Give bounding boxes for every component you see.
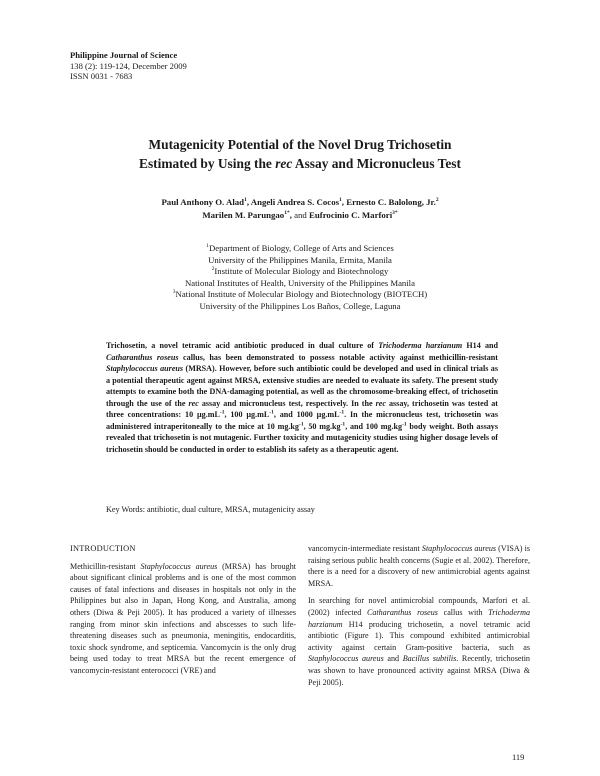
title-italic: rec: [275, 156, 293, 171]
abstract-sup: -1: [269, 409, 274, 416]
abstract-text: assay and micronucleus test, respectively. In the: [198, 398, 376, 408]
journal-header: [70, 50, 187, 82]
column-right: [308, 543, 530, 694]
title-text: Assay and Micronucleus Test: [292, 156, 461, 171]
abstract-text: H14 and: [462, 341, 499, 350]
abstract-italic: rec: [188, 398, 199, 408]
abstract-sup: -1: [402, 420, 407, 427]
affiliation-3-line-1: [120, 289, 480, 301]
body-text: Methicillin-resistant: [70, 561, 141, 571]
intro-paragraph-2: [308, 595, 530, 688]
title-text: Estimated by Using the: [139, 156, 276, 171]
abstract-italic: rec: [375, 398, 386, 408]
abstract-italic: Trichoderma harzianum: [378, 341, 463, 350]
abstract-text: . In the micronucleus test, trichosetin was administered intraperitoneally to the mice at 10 mg.kg: [106, 410, 498, 431]
body-text: (MRSA) has brought about significant clinical problems and is one of the most common causes of fatal infections and diseases in hospitals not only in the Philippines but also in Japan, Hong Kong, and Australia, among others (Diwa & Peji 2005). It has produced a variety of illnesses ranging from minor skin infections and abscesses to such life-threatening diseases such as pneumonia, meningitis, endocarditis, toxic shock syndrome, and septicemia. Vancomycin is the only drug being used today to treat MRSA but the recent emergence of vancomycin-resistant enterococci (VRE) and: [70, 561, 296, 675]
author-sup: 1: [339, 197, 342, 204]
affiliation-3-line-2: University of the Philippines Los Baños, College, Laguna: [199, 300, 401, 311]
author-list: [80, 196, 520, 221]
journal-volume: 138 (2): 119-124, December 2009: [70, 60, 187, 71]
author-name: Eufrocinio C. Marfori: [309, 209, 393, 220]
journal-issn: ISSN 0031 - 7683: [70, 71, 133, 82]
abstract-text: Trichosetin, a novel tetramic acid antibiotic produced in dual culture of: [106, 341, 379, 350]
author-sup: 1: [244, 197, 247, 204]
affiliation-1-line-2: University of the Philippines Manila, Ermita, Manila: [208, 254, 392, 265]
author-name: Ernesto C. Balolong, Jr.: [346, 197, 436, 207]
affiliation-2-line-1: [120, 266, 480, 278]
column-left: [70, 543, 296, 683]
affiliation-1-line-1: [120, 243, 480, 255]
affil-sup: 3: [172, 289, 176, 296]
abstract-italic: Catharanthus roseus: [106, 352, 179, 362]
abstract: [106, 340, 498, 455]
author-sup: 2: [435, 197, 439, 204]
affil-sup: 1: [206, 243, 209, 250]
body-italic: Catharanthus roseus: [366, 607, 438, 617]
affiliations: [120, 243, 480, 313]
journal-name: Philippine Journal of Science: [70, 50, 178, 60]
abstract-text: callus, has been demonstrated to possess notable activity against methicillin-resistant: [178, 352, 498, 362]
abstract-text: , and 1000 µg.mL: [273, 410, 340, 419]
keywords: Key Words: antibiotic, dual culture, MRSA, mutagenicity assay: [106, 505, 315, 514]
author-name: Angeli Andrea S. Cocos: [250, 197, 340, 207]
author-conj: and: [294, 209, 309, 220]
abstract-text: body weight. Both assays revealed that trichosetin is not mutagenic. Further toxicity and mutagenicity studies using higher dosage levels of trichosetin should be conducted in order to establish its safety as a therapeutic agent.: [106, 421, 498, 454]
body-text: vancomycin-intermediate resistant: [308, 544, 422, 553]
affil-sup: 2: [211, 266, 215, 273]
body-italic: Trichoderma harzianum: [308, 607, 530, 629]
abstract-italic: Staphylococcus aureus: [106, 364, 184, 373]
body-text: In searching for novel antimicrobial compounds, Marfori et al. (2002) infected: [308, 596, 530, 617]
body-text: . Recently, trichosetin was shown to have pronounced activity against MRSA (Diwa & Peji 2005).: [308, 654, 530, 687]
body-text: callus with: [437, 607, 489, 617]
abstract-sup: -1: [219, 409, 225, 416]
abstract-sup: -1: [339, 409, 345, 416]
title-line-2: [60, 154, 540, 173]
abstract-text: , 100 µg.mL: [224, 410, 270, 419]
body-text: and: [383, 654, 403, 664]
abstract-sup: -1: [298, 420, 304, 427]
body-text: (VISA) is raising serious public health concerns (Sugie et al. 2002). Therefore, there is a need for a discovery of new antimicrobial agents against MRSA.: [308, 544, 530, 588]
author-name: Paul Anthony O. Alad: [161, 197, 245, 207]
paper-title: [60, 135, 540, 173]
affil-text: Institute of Molecular Biology and Biotechnology: [214, 266, 389, 277]
section-heading: INTRODUCTION: [70, 544, 136, 553]
intro-paragraph-1-cont: [308, 543, 530, 589]
title-line-1: Mutagenicity Potential of the Novel Drug Trichosetin: [148, 137, 452, 152]
page-number: 119: [512, 752, 525, 762]
abstract-text: assay, trichosetin was tested at three concentrations: 10 µg.mL: [106, 398, 498, 419]
intro-paragraph-1: [70, 561, 296, 677]
author-line-2: Marilen M. Parungao$^{1*}$, and Eufrocinio C. Marfori$^{3*}$: [202, 209, 398, 220]
abstract-sup: -1: [340, 420, 346, 427]
body-italic: Staphylococcus aureus: [140, 561, 218, 571]
body-text: H14 producing trichosetin, a novel tetramic acid antibiotic (Figure 1). This compound exhibited antimicrobial activity against certain Gram-positive bacteria, such as: [308, 619, 530, 652]
affiliation-2-line-2: National Institutes of Health, University of the Philippines Manila: [185, 277, 415, 288]
abstract-text: , and 100 mg.kg: [345, 421, 403, 431]
abstract-text: , 50 mg.kg: [303, 421, 341, 431]
author-sup: 1*: [284, 209, 290, 216]
author-sup: 3*: [392, 209, 398, 216]
body-italic: Staphylococcus aureus: [421, 544, 497, 553]
body-italic: Bacillus subtilis: [402, 654, 457, 664]
abstract-text: (MRSA). However, before such antibiotic could be developed and used in clinical trials as a potential therapeutic agent against MRSA, extensive studies are needed to evaluate its safety. The present study attempts to examine both the DNA-damaging potential, as well as the chromosome-breaking effect, of trichosetin through the use of the: [106, 364, 498, 408]
body-italic: Staphylococcus aureus: [308, 654, 384, 664]
author-name: Marilen M. Parungao: [202, 209, 285, 220]
affil-text: National Institute of Molecular Biology and Biotechnology (BIOTECH): [175, 289, 428, 300]
affil-text: Department of Biology, College of Arts and Sciences: [209, 243, 394, 253]
author-line-1: Paul Anthony O. Alad$^1$, Angeli Andrea S. Cocos$^1$, Ernesto C. Balolong, Jr.$^2$: [161, 197, 439, 207]
